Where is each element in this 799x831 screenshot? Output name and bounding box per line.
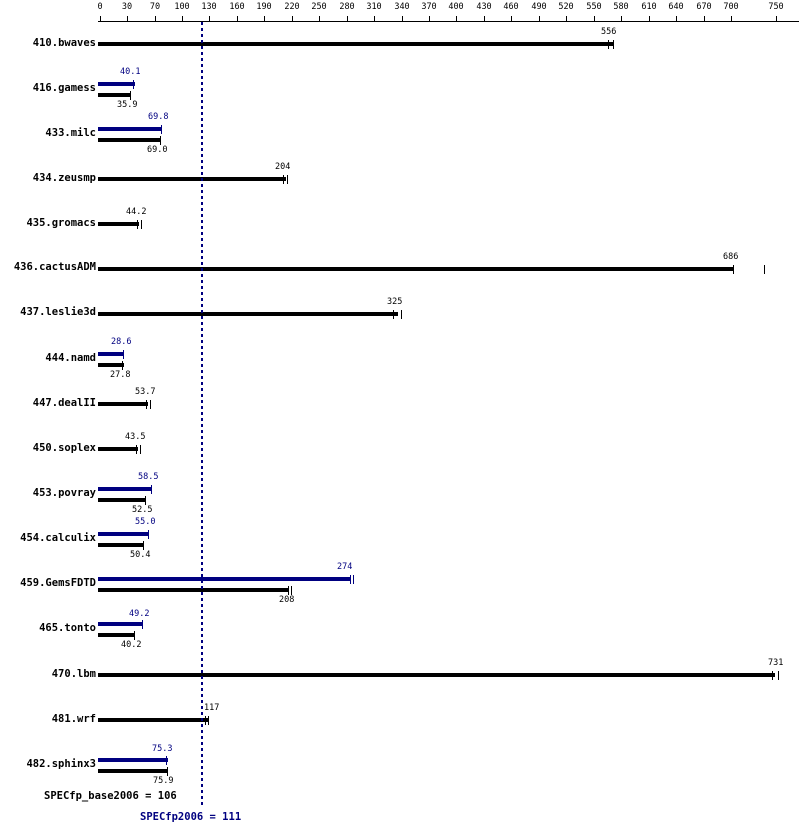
x-tick-label: 100	[174, 2, 190, 12]
bar-cap	[130, 91, 131, 100]
bar-cap	[205, 716, 206, 725]
bar-value-base-453-povray: 52.5	[132, 505, 153, 515]
bar-base-453-povray	[98, 498, 146, 502]
bar-peak-459-gemsfdtd	[98, 577, 351, 581]
x-tick-label: 490	[531, 2, 547, 12]
row-label-434-zeusmp: 434.zeusmp	[32, 172, 96, 184]
bar-cap	[146, 400, 147, 409]
x-tick-label: 30	[121, 2, 133, 12]
bar-cap	[122, 361, 123, 370]
row-label-433-milc: 433.milc	[45, 127, 96, 139]
bar-value-peak-453-povray: 58.5	[138, 472, 159, 482]
x-tick-label: 220	[284, 2, 300, 12]
x-tick-label: 430	[476, 2, 492, 12]
bar-cap	[141, 220, 142, 229]
bar-base-482-sphinx3	[98, 769, 168, 773]
bar-value-peak-454-calculix: 55.0	[135, 517, 156, 527]
bar-peak-433-milc	[98, 127, 162, 131]
bar-base-434-zeusmp	[98, 177, 286, 181]
bar-cap	[291, 586, 292, 595]
bar-value-base-454-calculix: 50.4	[130, 550, 151, 560]
x-tick-label: 160	[229, 2, 245, 12]
bar-base-444-namd	[98, 363, 124, 367]
bar-base-410-bwaves	[98, 42, 613, 46]
bar-cap	[350, 575, 351, 584]
bar-cap	[208, 716, 209, 725]
x-tick-label: 130	[201, 2, 217, 12]
bar-base-450-soplex	[98, 447, 138, 451]
bar-cap	[764, 265, 765, 274]
bar-peak-444-namd	[98, 352, 124, 356]
row-label-416-gamess: 416.gamess	[32, 82, 96, 94]
bar-value-447-dealii: 53.7	[135, 387, 156, 397]
bar-base-416-gamess	[98, 93, 131, 97]
bar-value-peak-465-tonto: 49.2	[129, 609, 150, 619]
bar-cap	[287, 175, 288, 184]
x-tick-label: 340	[394, 2, 410, 12]
bar-base-447-dealii	[98, 402, 148, 406]
bar-value-481-wrf: 117	[204, 703, 220, 713]
row-label-454-calculix: 454.calculix	[20, 532, 96, 544]
bar-base-459-gemsfdtd	[98, 588, 289, 592]
row-label-450-soplex: 450.soplex	[32, 442, 96, 454]
bar-cap	[778, 671, 779, 680]
bar-value-base-444-namd: 27.8	[110, 370, 131, 380]
bar-cap	[143, 541, 144, 550]
bar-peak-482-sphinx3	[98, 758, 168, 762]
bar-value-470-lbm: 731	[768, 658, 784, 668]
bar-value-410-bwaves: 556	[601, 27, 617, 37]
bar-value-peak-416-gamess: 40.1	[120, 67, 141, 77]
bar-value-peak-459-gemsfdtd: 274	[337, 562, 353, 572]
bar-cap	[148, 530, 149, 539]
bar-cap	[123, 350, 124, 359]
x-tick-label: 670	[696, 2, 712, 12]
bar-value-434-zeusmp: 204	[275, 162, 291, 172]
x-tick-label: 70	[149, 2, 161, 12]
x-tick-label: 520	[558, 2, 574, 12]
bar-cap	[283, 175, 284, 184]
bar-base-433-milc	[98, 138, 161, 142]
base-summary-label: SPECfp_base2006 = 106	[44, 790, 177, 802]
row-label-481-wrf: 481.wrf	[51, 713, 96, 725]
bar-cap	[167, 767, 168, 776]
bar-peak-465-tonto	[98, 622, 143, 626]
bar-cap	[288, 586, 289, 595]
peak-summary-label: SPECfp2006 = 111	[140, 811, 242, 823]
bar-cap	[353, 575, 354, 584]
bar-cap	[733, 265, 734, 274]
row-label-465-tonto: 465.tonto	[39, 622, 96, 634]
bar-cap	[136, 445, 137, 454]
bar-value-435-gromacs: 44.2	[126, 207, 147, 217]
bar-base-481-wrf	[98, 718, 208, 722]
x-tick-label: 700	[723, 2, 739, 12]
bar-cap	[134, 631, 135, 640]
x-axis	[0, 0, 799, 22]
x-tick-label: 610	[641, 2, 657, 12]
x-tick-label: 580	[613, 2, 629, 12]
bar-base-435-gromacs	[98, 222, 139, 226]
bar-value-base-459-gemsfdtd: 208	[279, 595, 295, 605]
bar-cap	[151, 485, 152, 494]
bar-value-436-cactusadm: 686	[723, 252, 739, 262]
row-label-444-namd: 444.namd	[45, 352, 96, 364]
x-tick-label: 460	[503, 2, 519, 12]
bar-cap	[140, 445, 141, 454]
bar-cap	[145, 496, 146, 505]
bar-value-base-482-sphinx3: 75.9	[153, 776, 174, 786]
bar-peak-416-gamess	[98, 82, 135, 86]
reference-line-specfp2006	[201, 22, 203, 807]
bar-cap	[166, 756, 167, 765]
bar-base-437-leslie3d	[98, 312, 398, 316]
bar-cap	[772, 671, 773, 680]
bar-cap	[393, 310, 394, 319]
bar-value-peak-482-sphinx3: 75.3	[152, 744, 173, 754]
bar-value-peak-433-milc: 69.8	[148, 112, 169, 122]
bar-value-base-416-gamess: 35.9	[117, 100, 138, 110]
x-tick-label: 750	[768, 2, 784, 12]
bar-value-peak-444-namd: 28.6	[111, 337, 132, 347]
row-label-437-leslie3d: 437.leslie3d	[20, 306, 96, 318]
bar-cap	[150, 400, 151, 409]
x-tick-label: 400	[448, 2, 464, 12]
bar-value-base-465-tonto: 40.2	[121, 640, 142, 650]
row-label-447-dealii: 447.dealII	[32, 397, 96, 409]
x-tick-label: 370	[421, 2, 437, 12]
bar-peak-453-povray	[98, 487, 152, 491]
bar-value-450-soplex: 43.5	[125, 432, 146, 442]
row-label-410-bwaves: 410.bwaves	[32, 37, 96, 49]
bar-base-470-lbm	[98, 673, 775, 677]
row-label-453-povray: 453.povray	[32, 487, 96, 499]
x-tick-label: 0	[97, 2, 103, 12]
bar-cap	[613, 40, 614, 49]
x-tick-label: 250	[311, 2, 327, 12]
bar-value-base-433-milc: 69.0	[147, 145, 168, 155]
y-axis-labels	[0, 0, 96, 831]
row-label-459-gemsfdtd: 459.GemsFDTD	[20, 577, 96, 589]
bar-cap	[401, 310, 402, 319]
bar-base-436-cactusadm	[98, 267, 733, 271]
row-label-470-lbm: 470.lbm	[51, 668, 96, 680]
bar-cap	[133, 80, 134, 89]
bar-cap	[608, 40, 609, 49]
bar-base-454-calculix	[98, 543, 144, 547]
x-tick-label: 310	[366, 2, 382, 12]
x-tick-label: 550	[586, 2, 602, 12]
bar-cap	[161, 125, 162, 134]
x-tick-label: 640	[668, 2, 684, 12]
row-label-482-sphinx3: 482.sphinx3	[26, 758, 96, 770]
bar-peak-454-calculix	[98, 532, 149, 536]
row-label-436-cactusadm: 436.cactusADM	[13, 261, 96, 273]
bar-cap	[160, 136, 161, 145]
bar-cap	[142, 620, 143, 629]
x-tick-label: 280	[339, 2, 355, 12]
bar-cap	[137, 220, 138, 229]
x-axis-line	[98, 21, 799, 22]
x-tick-label: 190	[256, 2, 272, 12]
bar-base-465-tonto	[98, 633, 135, 637]
bar-value-437-leslie3d: 325	[387, 297, 403, 307]
row-label-435-gromacs: 435.gromacs	[26, 217, 96, 229]
